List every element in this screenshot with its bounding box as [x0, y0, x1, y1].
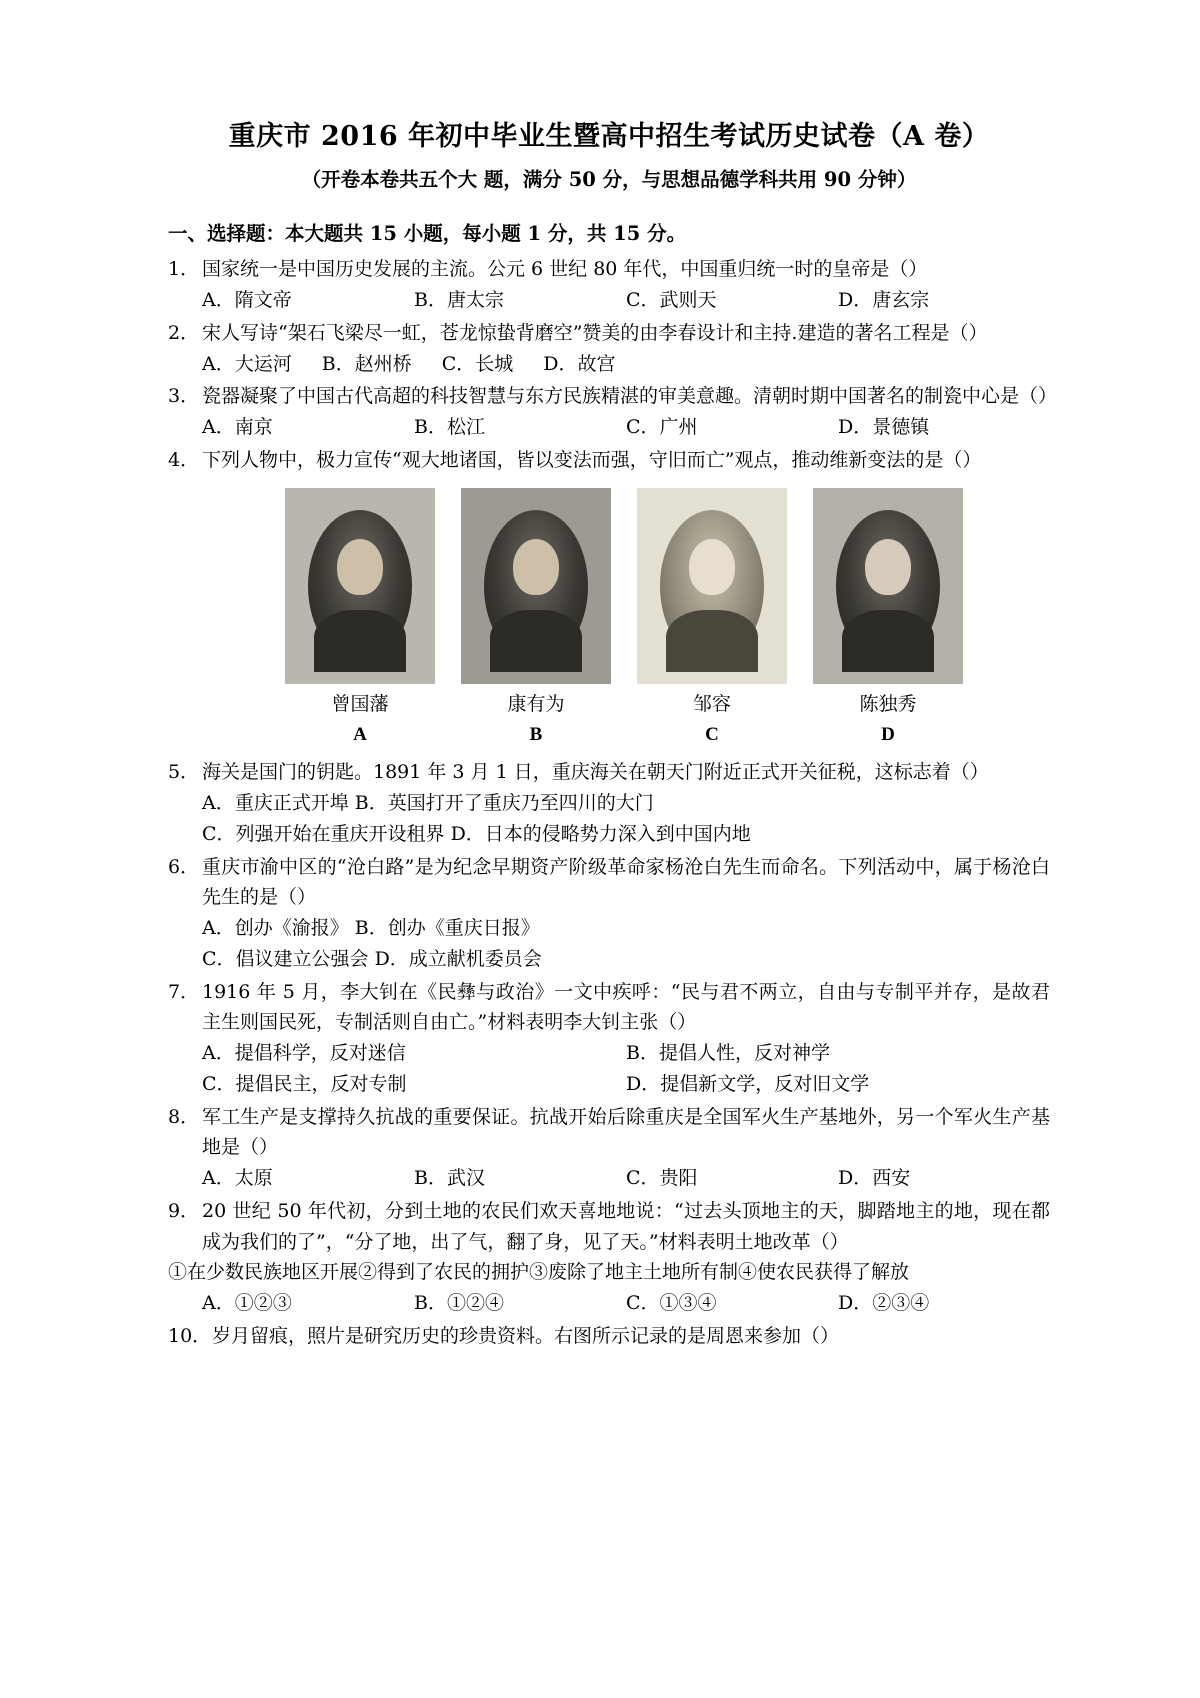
option-b[interactable]: B．松江 — [414, 416, 485, 439]
option-c[interactable]: C．提倡民主，反对专制 — [202, 1072, 407, 1095]
question-8 — [168, 1102, 1050, 1194]
portrait-image-zou-rong — [637, 488, 787, 684]
option-b[interactable]: B．唐太宗 — [414, 289, 504, 312]
portrait-label: 陈独秀 — [859, 692, 917, 715]
question-number: 6． — [168, 855, 200, 878]
question-number: 2． — [168, 321, 200, 344]
portrait-letter: A — [353, 724, 367, 746]
question-number: 4． — [168, 448, 200, 471]
question-stem: 下列人物中，极力宣传“观大地诸国，皆以变法而强，守旧而亡”观点，推动维新变法的是（） — [202, 448, 982, 471]
question-options — [168, 412, 1050, 443]
question-options — [168, 349, 1050, 380]
option-c[interactable]: C．长城 — [441, 352, 514, 375]
question-number: 9． — [168, 1199, 200, 1222]
question-stem: 20 世纪 50 年代初，分到土地的农民们欢天喜地地说：“过去头顶地主的天，脚踏地主的地，现在都成为我们的了”，“分了地，出了气，翻了身，见了天。”材料表明土地改革（） — [202, 1199, 1050, 1253]
section-heading: 一、选择题：本大题共 15 小题，每小题 1 分，共 15 分。 — [168, 222, 687, 246]
option-a[interactable]: A．太原 — [202, 1167, 273, 1190]
option-b[interactable]: B．武汉 — [414, 1167, 485, 1190]
portrait-label: 康有为 — [507, 692, 565, 715]
option-d[interactable]: D．②③④ — [838, 1292, 930, 1315]
question-9-subline-wrap — [168, 1257, 1050, 1288]
question-stem: 宋人写诗“架石飞梁尽一虹，苍龙惊蛰背磨空”赞美的由李春设计和主持.建造的著名工程是（） — [202, 321, 988, 344]
question-options — [168, 1163, 1050, 1194]
option-d[interactable]: D．西安 — [838, 1167, 911, 1190]
portrait-letter: C — [705, 724, 719, 746]
option-d[interactable]: D．景德镇 — [838, 416, 930, 439]
question-options — [168, 1288, 1050, 1319]
question-options-line-1[interactable]: A．重庆正式开埠 B．英国打开了重庆乃至四川的大门 — [202, 792, 654, 814]
option-a[interactable]: A．隋文帝 — [202, 289, 292, 312]
option-c[interactable]: C．广州 — [626, 416, 698, 439]
option-c[interactable]: C．武则天 — [626, 289, 717, 312]
question-options — [168, 285, 1050, 316]
page-subtitle: （开卷本卷共五个大 题，满分 50 分，与思想品德学科共用 90 分钟） — [301, 167, 917, 191]
question-stem: 军工生产是支撑持久抗战的重要保证。抗战开始后除重庆是全国军火生产基地外，另一个军火生产基地是（） — [202, 1105, 1050, 1159]
question-6 — [168, 852, 1050, 975]
question-stem: 国家统一是中国历史发展的主流。公元 6 世纪 80 年代，中国重归统一时的皇帝是（） — [202, 258, 928, 281]
question-stem: 1916 年 5 月，李大钊在《民彝与政治》一文中疾呼：“民与君不两立，自由与专制平并存，是故君主生则国民死，专制活则自由亡。”材料表明李大钊主张（） — [202, 980, 1050, 1034]
portrait-option-b[interactable] — [461, 488, 611, 752]
option-b[interactable]: B．赵州桥 — [321, 352, 412, 375]
question-number: 8． — [168, 1105, 200, 1128]
portrait-option-d[interactable] — [813, 488, 963, 752]
option-a[interactable]: A．①②③ — [202, 1292, 292, 1315]
option-d[interactable]: D．提倡新文学，反对旧文学 — [626, 1072, 870, 1095]
question-number: 1． — [168, 258, 200, 281]
question-stem: 瓷器凝聚了中国古代高超的科技智慧与东方民族精湛的审美意趣。清朝时期中国著名的制瓷中心是（） — [202, 385, 1058, 408]
option-b[interactable]: B．①②④ — [414, 1292, 504, 1315]
option-a[interactable]: A．提倡科学，反对迷信 — [202, 1042, 406, 1065]
question-5 — [168, 757, 1050, 849]
portrait-image-chen-duxiu — [813, 488, 963, 684]
page-title: 重庆市 2016 年初中毕业生暨高中招生考试历史试卷（A 卷） — [228, 121, 990, 152]
question-stem: 岁月留痕，照片是研究历史的珍贵资料。右图所示记录的是周恩来参加（） — [212, 1325, 840, 1348]
question-4 — [168, 445, 1050, 751]
question-9 — [168, 1196, 1050, 1319]
option-c[interactable]: C．贵阳 — [626, 1167, 698, 1190]
question-9-subline: ①在少数民族地区开展②得到了农民的拥护③废除了地主土地所有制④使农民获得了解放 — [168, 1261, 910, 1284]
option-b[interactable]: B．提倡人性，反对神学 — [626, 1042, 830, 1065]
portrait-label: 邹容 — [692, 692, 731, 715]
portrait-image-zeng-guofan — [285, 488, 435, 684]
question-10 — [168, 1321, 1050, 1352]
question-stem: 海关是国门的钥匙。1891 年 3 月 1 日，重庆海关在朝天门附近正式开关征税，这标志着（） — [202, 761, 989, 784]
question-3 — [168, 381, 1058, 443]
question-options-line-1[interactable]: A．创办《渝报》 B．创办《重庆日报》 — [202, 917, 540, 940]
question-options-line-2[interactable]: C．倡议建立公强会 D．成立献机委员会 — [202, 947, 542, 970]
option-a[interactable]: A．南京 — [202, 416, 273, 439]
option-d[interactable]: D．故宫 — [543, 352, 616, 375]
question-number: 3． — [168, 385, 200, 408]
portrait-letter: D — [881, 724, 895, 746]
question-number: 7． — [168, 980, 200, 1003]
question-options-line-2[interactable]: C．列强开始在重庆开设租界 D．日本的侵略势力深入到中国内地 — [202, 822, 751, 845]
question-stem: 重庆市渝中区的“沧白路”是为纪念早期资产阶级革命家杨沧白先生而命名。下列活动中，属于杨沧白先生的是（） — [202, 855, 1050, 909]
portrait-image-kang-youwei — [461, 488, 611, 684]
option-d[interactable]: D．唐玄宗 — [838, 289, 930, 312]
question-1 — [168, 254, 1050, 316]
option-c[interactable]: C．①③④ — [626, 1292, 717, 1315]
option-a[interactable]: A．大运河 — [202, 352, 292, 375]
portrait-option-c[interactable] — [637, 488, 787, 752]
question-2 — [168, 318, 1050, 380]
question-number: 10． — [168, 1325, 212, 1348]
portrait-letter: B — [529, 724, 543, 746]
question-7 — [168, 977, 1050, 1100]
question-number: 5． — [168, 761, 200, 784]
portrait-label: 曾国藩 — [331, 692, 389, 715]
portrait-options — [168, 488, 1050, 752]
question-options — [168, 1038, 1050, 1100]
portrait-option-a[interactable] — [285, 488, 435, 752]
